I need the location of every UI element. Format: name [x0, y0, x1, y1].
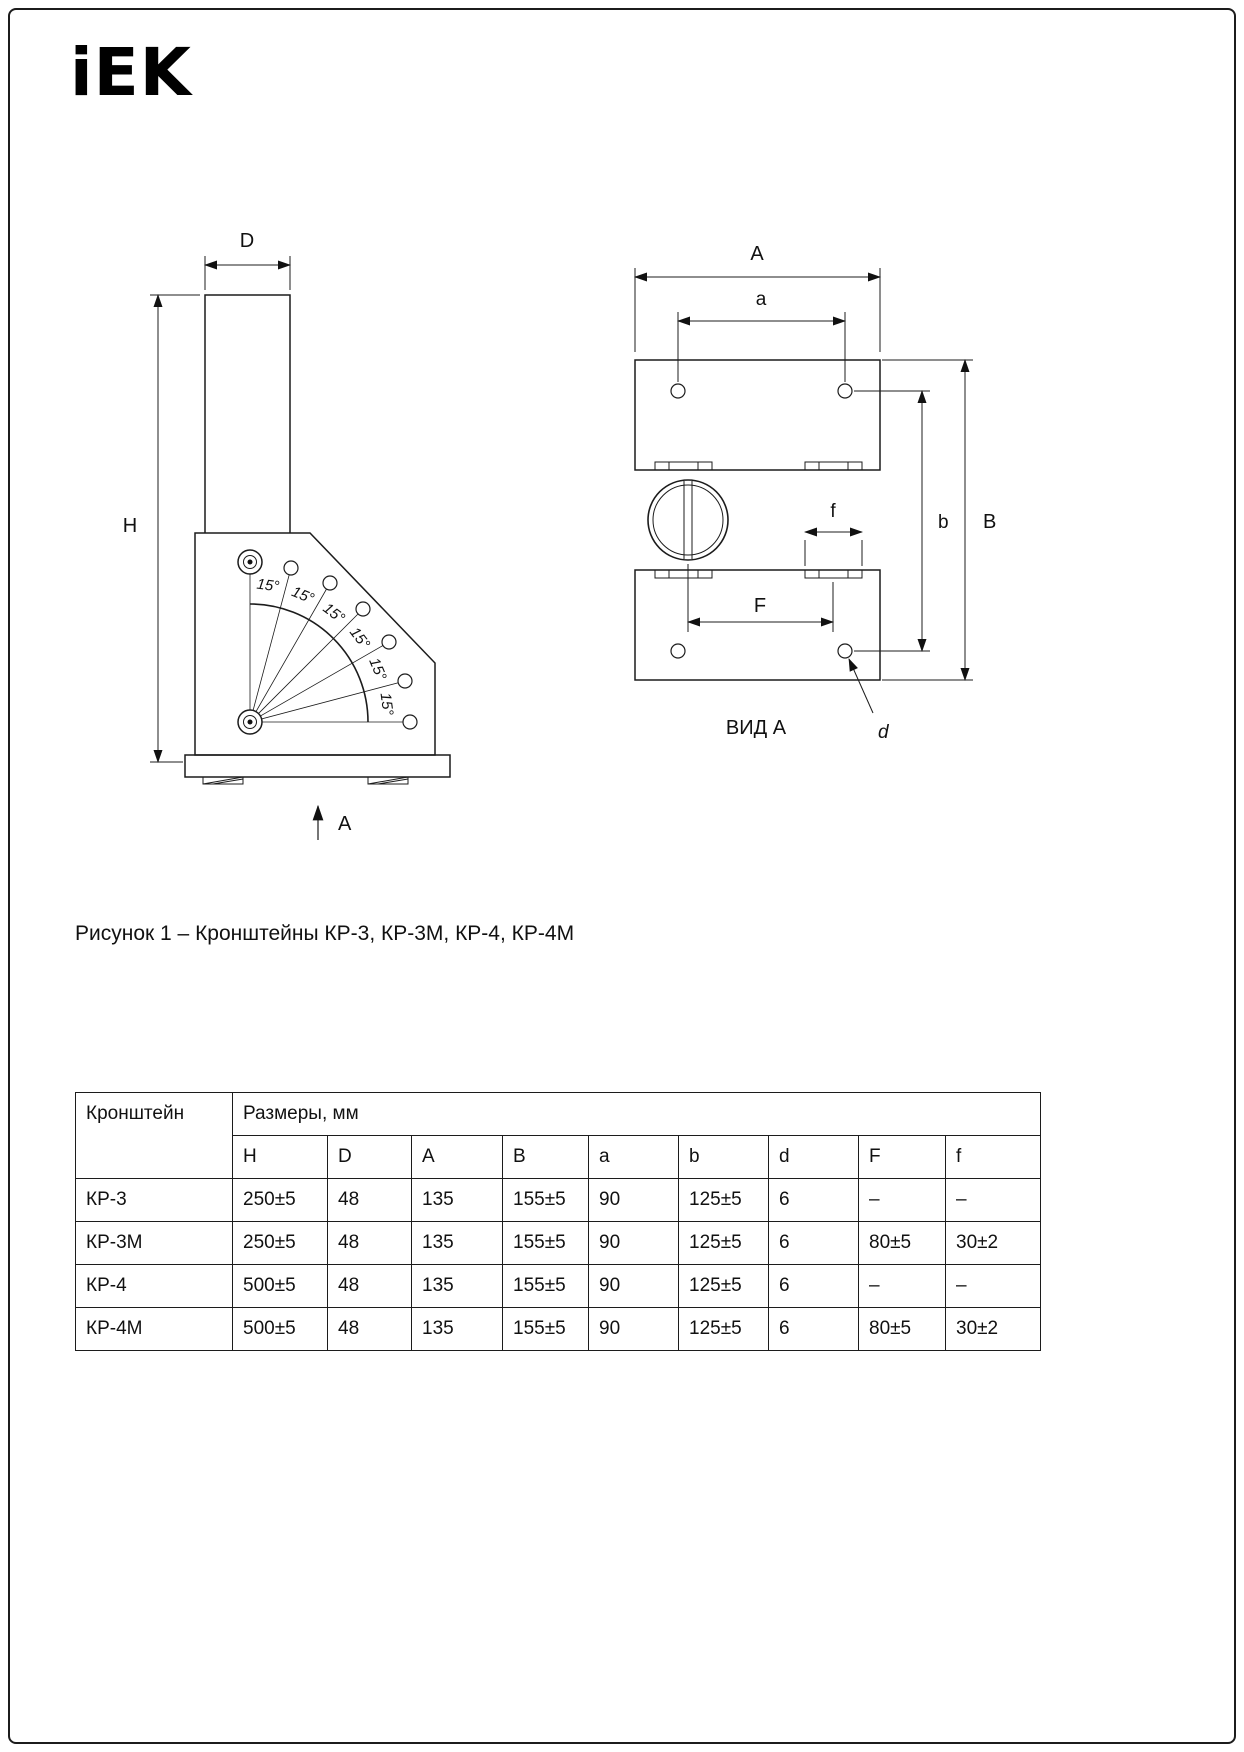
view-arrow-label: A — [338, 813, 352, 835]
svg-text:15°: 15° — [289, 583, 317, 608]
lower-plate — [635, 570, 880, 680]
cell-d: 6 — [769, 1222, 859, 1265]
cell-D: 48 — [328, 1179, 412, 1222]
svg-text:15°: 15° — [255, 575, 281, 596]
header-H: H — [233, 1136, 328, 1179]
cell-F: – — [859, 1265, 946, 1308]
header-b: b — [679, 1136, 769, 1179]
cell-H: 500±5 — [233, 1308, 328, 1351]
cell-b: 125±5 — [679, 1179, 769, 1222]
row-name: КР-4 — [76, 1265, 233, 1308]
top-bolt — [238, 550, 262, 574]
header-D: D — [328, 1136, 412, 1179]
row-name: КР-3 — [76, 1179, 233, 1222]
dimension-B — [882, 360, 973, 680]
cell-f: 30±2 — [946, 1308, 1041, 1351]
dim-label-a: a — [755, 289, 767, 310]
cell-a: 90 — [589, 1265, 679, 1308]
cell-D: 48 — [328, 1222, 412, 1265]
cell-F: – — [859, 1179, 946, 1222]
cell-d: 6 — [769, 1179, 859, 1222]
bracket-base — [185, 755, 450, 777]
view-a — [635, 243, 996, 743]
header-A: A — [412, 1136, 503, 1179]
d-leader-line — [849, 659, 873, 713]
dim-label-A: A — [750, 243, 764, 265]
cell-b: 125±5 — [679, 1265, 769, 1308]
cell-b: 125±5 — [679, 1222, 769, 1265]
cell-B: 155±5 — [503, 1179, 589, 1222]
table-header-row-1 — [76, 1093, 1041, 1136]
dimension-H — [150, 295, 200, 762]
cell-d: 6 — [769, 1308, 859, 1351]
header-d: d — [769, 1136, 859, 1179]
cell-F: 80±5 — [859, 1222, 946, 1265]
dimensions-table — [75, 1092, 1041, 1351]
svg-text:15°: 15° — [365, 655, 390, 683]
cell-A: 135 — [412, 1308, 503, 1351]
upper-plate-tabs — [655, 462, 862, 470]
header-a: a — [589, 1136, 679, 1179]
cell-F: 80±5 — [859, 1308, 946, 1351]
cell-A: 135 — [412, 1265, 503, 1308]
cell-a: 90 — [589, 1179, 679, 1222]
cell-H: 250±5 — [233, 1222, 328, 1265]
cell-H: 250±5 — [233, 1179, 328, 1222]
dimension-D — [205, 256, 290, 290]
dim-label-b: b — [938, 512, 949, 533]
side-view — [123, 230, 450, 840]
table-row — [76, 1265, 1041, 1308]
cell-D: 48 — [328, 1308, 412, 1351]
bracket-tube — [205, 295, 290, 533]
table-row — [76, 1222, 1041, 1265]
cell-A: 135 — [412, 1222, 503, 1265]
cell-d: 6 — [769, 1265, 859, 1308]
cell-f: – — [946, 1179, 1041, 1222]
upper-plate — [635, 360, 880, 470]
cell-H: 500±5 — [233, 1265, 328, 1308]
cell-f: 30±2 — [946, 1222, 1041, 1265]
dim-label-d: d — [878, 722, 889, 743]
cell-B: 155±5 — [503, 1308, 589, 1351]
header-bracket: Кронштейн — [76, 1093, 233, 1179]
table-row — [76, 1179, 1041, 1222]
header-f: f — [946, 1136, 1041, 1179]
dim-label-B: B — [983, 511, 997, 533]
header-F: F — [859, 1136, 946, 1179]
cell-f: – — [946, 1265, 1041, 1308]
svg-text:15°: 15° — [319, 599, 348, 628]
cell-D: 48 — [328, 1265, 412, 1308]
svg-text:15°: 15° — [376, 691, 397, 717]
dim-label-H: H — [122, 515, 138, 537]
header-B: B — [503, 1136, 589, 1179]
cell-b: 125±5 — [679, 1308, 769, 1351]
view-a-title: ВИД А — [725, 717, 787, 739]
svg-text:15°: 15° — [345, 624, 374, 653]
pivot-bolt — [238, 710, 262, 734]
iek-logo: iEK — [70, 34, 192, 111]
cell-a: 90 — [589, 1222, 679, 1265]
cell-B: 155±5 — [503, 1222, 589, 1265]
dim-label-D: D — [239, 230, 255, 252]
lower-plate-tabs — [655, 570, 862, 578]
dimension-a — [678, 312, 845, 382]
header-sizes-group: Размеры, мм — [233, 1093, 1041, 1136]
figure-caption: Рисунок 1 – Кронштейны КР-3, КР-3М, КР-4, КР-4М — [75, 922, 575, 945]
row-name: КР-4М — [76, 1308, 233, 1351]
pole-cross-section — [648, 480, 728, 560]
cell-A: 135 — [412, 1179, 503, 1222]
table-row — [76, 1308, 1041, 1351]
row-name: КР-3М — [76, 1222, 233, 1265]
dim-label-f: f — [830, 501, 836, 522]
dimension-A — [635, 268, 880, 352]
dimension-b — [854, 391, 930, 651]
base-feet — [203, 777, 408, 784]
cell-B: 155±5 — [503, 1265, 589, 1308]
dim-label-F: F — [753, 595, 767, 617]
cell-a: 90 — [589, 1308, 679, 1351]
dimension-f — [805, 532, 862, 566]
